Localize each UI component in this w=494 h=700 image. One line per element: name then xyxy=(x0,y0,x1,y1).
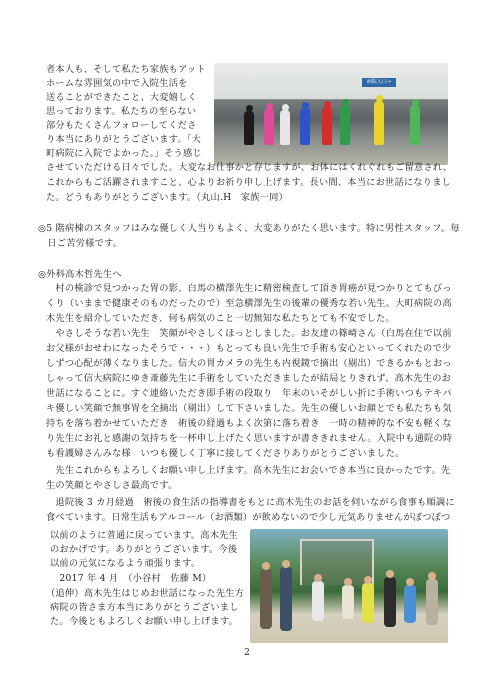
document-page: 病院入口→ 者本人も、そして私たち家族もアット ホームな雰囲気の中で入院生活を 送ることができたこと、大変嬉しく 思っております。私たちの至らない 部分もたくさんフォローしてくださ り本当にありがとうございます。「大 町病院に入院でよかった。」そう感じ させていただける日々でした。大変なお仕事かと存じますが、お体にはくれぐれもご留意され、 これからもご活躍されますこと、心よりお祈り申し上げます。長い間、本当にお世話になりまし た。どうもありがとうございます。（丸山.H 家族一同） ◎5 階病棟のスタッフはみな優しく人当りもよく、大変ありがたく思います。特に男性スタッフ。毎 日ご苦労様です。 ◎外科高木哲先生へ 村の検診で見つかった胃の影、白馬の横澤先生に精密検査して頂き胃癌が見つかりとてもびっ くり（いままで健康そのものだったので）至急横澤先生の後輩の優秀な若い先生。大町病院の高 木先生を紹介していただき、何も病気のこと一切無知な私たちとても不安でした。 やさしそうな若い先生 笑顔がやさしくほっとしました。お友達の篠崎さん（白馬在住で以前 お父様がおせわになったそうで・・・）もとっても良い先生で手術も安心といってくれたので少 しずつ心配が薄くなりました。信大の胃カメラの先生も内視鏡で摘出（剔出）できるかもとおっ しゃって信大病院にゆき斎藤先生に手術をしていただきましたが結局とりきれず、高木先生のお 世話になることに。すぐ連絡いただき即手術の段取り 年末のいそがしい折に手術いつもテキパ キ優しい笑顔で無事胃を全摘出（剔出）して下さいました。先生の優しいお顔とでも私たちも気 持ちを落ち着かせていただき 術後の経過もよく次第に落ち着き 一時の精神的な不安も軽くな り先生にお礼と感謝の気持ちを一杯申し上げたく思いますが書ききれません。入院中も通院の時 も看護婦さんみな様 いつも優しく丁寧に接してくださりありがとうございました。 先生これからもよろしくお願い申し上げます。高木先生にお会いでき本当に良かったです。先 生の笑顔とやさしさ最高です。 退院後 3 カ月経過 術後の食生活の指導書をもとに高木先生のお話を伺いながら食事も順調に 食べています。日常生活もアルコール（お酒類）が飲めないので少し元気ありませんがぼつぼつ 以前のように普通に戻っています。高木先生 のおかげです。ありがとうございます。今後 以前の元気になるよう頑張ります。 2017 年 4 月 （小谷村 佐藤 M） （追伸）高木先生はじめお世話になった先生方 病院の皆さま方本当にありがとうございまし た。今後ともよろしくお願い申し上げます。 2 xyxy=(0,0,494,700)
postscript: （追伸）高木先生はじめお世話になった先生方 xyxy=(46,588,245,599)
photo-costumed-heroes xyxy=(214,63,448,165)
signature-line: 2017 年 4 月 （小谷村 佐藤 M） xyxy=(50,573,212,584)
page-number: 2 xyxy=(244,648,250,658)
letter-heading: ◎外科高木哲先生へ xyxy=(38,269,122,280)
entrance-sign: 病院入口→ xyxy=(362,78,396,87)
photo-outdoor-event xyxy=(250,529,448,643)
